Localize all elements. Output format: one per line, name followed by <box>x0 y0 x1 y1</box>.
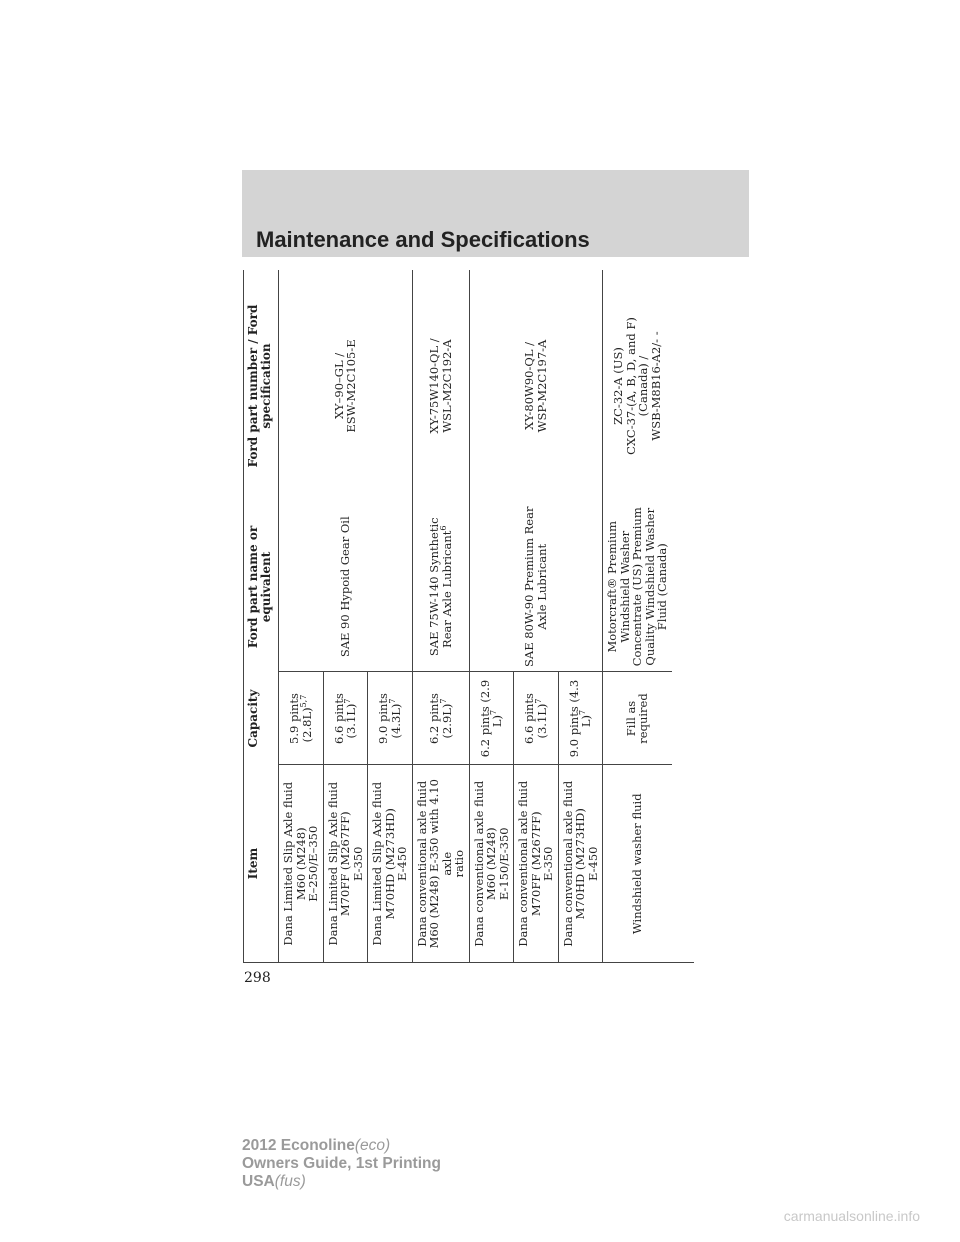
item-cell: Dana conventional axle fluid M60 (M248) E-350 with 4.10 axle ratio <box>412 765 469 962</box>
footer <box>242 1137 441 1191</box>
watermark: carmanualsonline.info <box>783 1208 920 1224</box>
capacity-cell: 6.6 pints $(3.1L)^7$ <box>323 672 368 765</box>
capacity-cell: 6.6 pints $(3.1L)^7$ <box>514 672 559 765</box>
part-number-cell: XY-80W90-QL / WSP-M2C197-A <box>469 270 603 502</box>
item-cell: Windshield washer fluid <box>603 765 672 962</box>
header-part-number: Ford part number / Ford specification <box>246 304 273 468</box>
item-cell: Dana conventional axle fluid M60 (M248) E-150/E-350 <box>469 765 514 962</box>
footer-market-tag: (fus) <box>274 1173 306 1190</box>
specifications-table <box>244 270 672 962</box>
item-cell: Dana conventional axle fluid M70FF (M267FF) E-350 <box>514 765 559 962</box>
page-number: 298 <box>244 970 271 986</box>
item-cell: Dana Limited Slip Axle fluid M70FF (M267FF) E-350 <box>323 765 368 962</box>
part-name-cell: Motorcraft® Premium Windshield Washer Concentrate (US) Premium Quality Windshield Washer Fluid (Canada) <box>603 502 672 672</box>
part-number-cell: ZC-32-A (US) CXC-37-(A, B, D, and F) (Canada) / WSB-M8B16-A2/- - <box>603 270 672 502</box>
specifications-table-rotated <box>244 270 694 962</box>
footer-model-tag: (eco) <box>354 1137 391 1154</box>
capacity-cell: 6.2 pints $(2.9L)^7$ <box>412 672 469 765</box>
item-cell: Dana Limited Slip Axle fluid M60 (M248) E–250/E–350 <box>279 765 324 962</box>
table-row <box>469 270 514 962</box>
part-name-cell: SAE 90 Hypoid Gear Oil <box>279 502 413 672</box>
part-name-cell: SAE 80W-90 Premium Rear Axle Lubricant <box>469 502 603 672</box>
header-item: Item <box>246 847 260 880</box>
capacity-cell: Fill as required <box>603 672 672 765</box>
specifications-table-frame <box>243 270 694 963</box>
table-row <box>603 270 672 962</box>
capacity-cell: 9.0 pints (4.3 L)$^7$ <box>558 672 603 765</box>
footer-market: USA <box>242 1173 275 1190</box>
table-row <box>412 270 469 962</box>
capacity-cell: 9.0 pints $(4.3L)^7$ <box>368 672 413 765</box>
table-header-row <box>244 270 279 962</box>
item-cell: Dana Limited Slip Axle fluid M70HD (M273HD) E-450 <box>368 765 413 962</box>
part-number-cell: XY-75W140-QL / WSL-M2C192-A <box>412 270 469 502</box>
section-title: Maintenance and Specifications <box>256 227 590 252</box>
part-number-cell: XY–90–GL / ESW-M2C105-E <box>279 270 413 502</box>
part-name-cell: SAE 75W-140 Synthetic Rear Axle Lubricant$^6$ <box>412 502 469 672</box>
header-capacity: Capacity <box>246 689 260 748</box>
footer-guide: Owners Guide, 1st Printing <box>242 1155 441 1172</box>
footer-model: 2012 Econoline <box>242 1137 355 1154</box>
table-row <box>279 270 324 962</box>
item-cell: Dana conventional axle fluid M70HD (M273HD) E-450 <box>558 765 603 962</box>
capacity-cell: 5.9 pints $(2.8L)^{5,7}$ <box>279 672 324 765</box>
capacity-cell: 6.2 pints (2.9 L)$^7$ <box>469 672 514 765</box>
header-part-name: Ford part name or equivalent <box>246 525 273 649</box>
